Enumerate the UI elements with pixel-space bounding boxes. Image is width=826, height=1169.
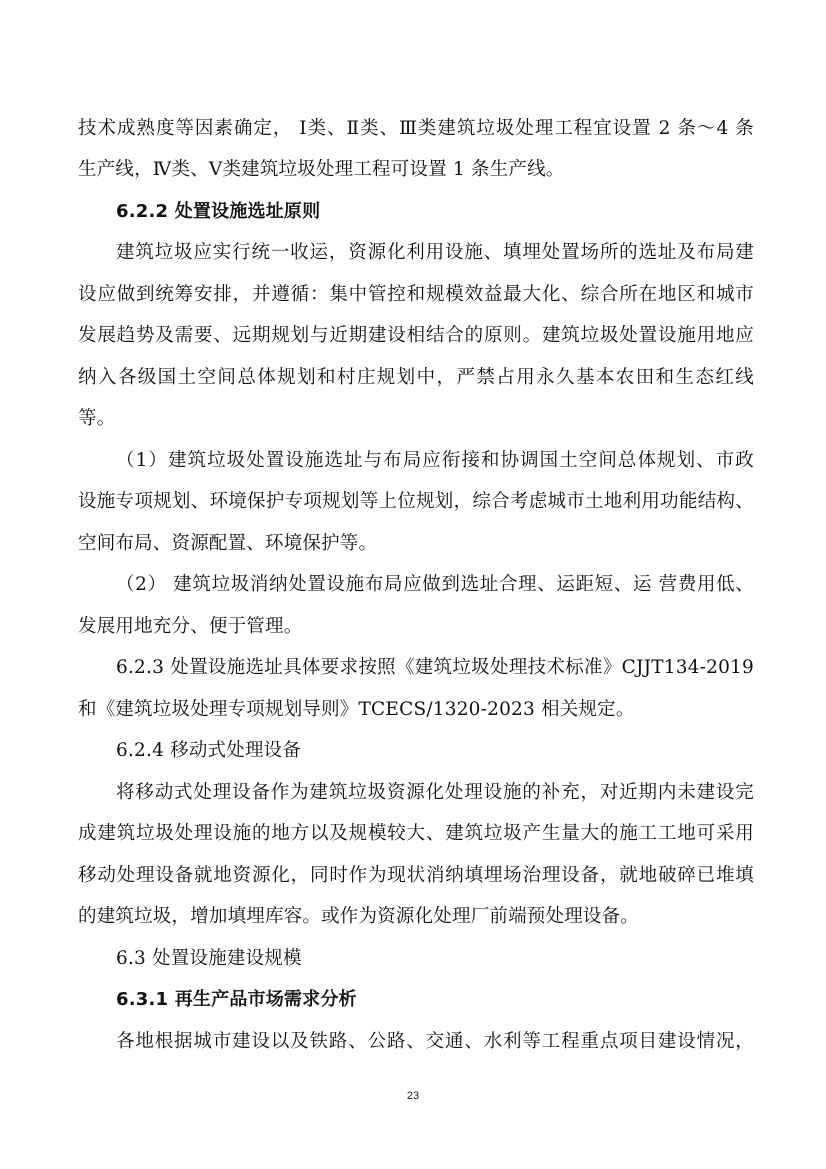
body-text-line: 成建筑垃圾处理设施的地方以及规模较大、建筑垃圾产生量大的施工工地可采用: [78, 823, 754, 844]
body-text-line: 纳入各级国土空间总体规划和村庄规划中，严禁占用永久基本农田和生态红线: [78, 367, 754, 388]
body-text-line: 设应做到统筹安排，并遵循：集中管控和规模效益最大化、综合所在地区和城市: [78, 284, 754, 305]
body-text-line: 设施专项规划、环境保护专项规划等上位规划，综合考虑城市土地利用功能结构、: [78, 491, 754, 512]
body-text-line: 发展趋势及需要、远期规划与近期建设相结合的原则。建筑垃圾处置设施用地应: [78, 325, 754, 346]
body-text-line: 移动处理设备就地资源化，同时作为现状消纳填埋场治理设备，就地破碎已堆填: [78, 865, 754, 886]
body-text-line: 的建筑垃圾，增加填埋库容。或作为资源化处理厂前端预处理设备。: [78, 906, 640, 927]
body-text-line: 发展用地充分、便于管理。: [78, 616, 303, 637]
body-text-line: 生产线，Ⅳ类、Ⅴ类建筑垃圾处理工程可设置 1 条生产线。: [78, 159, 565, 180]
section-heading-6-2-2: 6.2.2 处置设施选址原则: [116, 201, 321, 222]
body-text-line: 技术成熟度等因素确定， Ⅰ类、Ⅱ类、Ⅲ类建筑垃圾处理工程宜设置 2 条～4 条: [78, 118, 754, 139]
body-text-line: 和《建筑垃圾处理专项规划导则》TCECS/1320-2023 相关规定。: [78, 699, 635, 720]
list-item-2: （2） 建筑垃圾消纳处置设施布局应做到选址合理、运距短、运 营费用低、: [116, 574, 754, 595]
section-heading-6-2-4: 6.2.4 移动式处理设备: [116, 740, 302, 761]
clause-6-2-3: 6.2.3 处置设施选址具体要求按照《建筑垃圾处理技术标准》CJJT134-2019: [116, 657, 754, 678]
page-number: 23: [406, 1090, 420, 1102]
body-text-line: 将移动式处理设备作为建筑垃圾资源化处理设施的补充，对近期内未建设完: [116, 782, 754, 803]
body-text-line: 空间布局、资源配置、环境保护等。: [78, 533, 378, 554]
list-item-1: （1）建筑垃圾处置设施选址与布局应衔接和协调国土空间总体规划、市政: [116, 450, 754, 471]
body-text-line: 等。: [78, 408, 116, 429]
body-text-line: 各地根据城市建设以及铁路、公路、交通、水利等工程重点项目建设情况，: [116, 1031, 754, 1052]
body-text-line: 建筑垃圾应实行统一收运，资源化利用设施、填埋处置场所的选址及布局建: [116, 242, 754, 263]
section-heading-6-3: 6.3 处置设施建设规模: [116, 948, 302, 969]
section-heading-6-3-1: 6.3.1 再生产品市场需求分析: [116, 989, 357, 1010]
